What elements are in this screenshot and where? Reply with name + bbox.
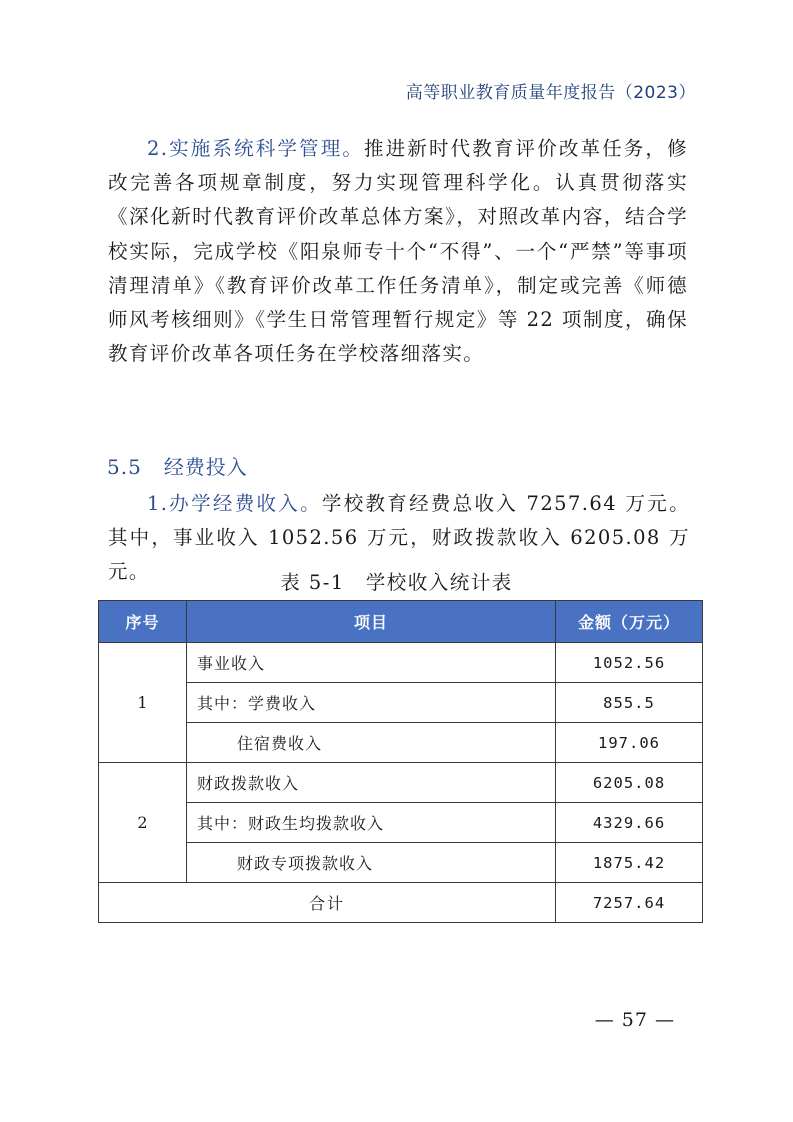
row-item: 其中：财政生均拨款收入 — [187, 803, 556, 843]
row-amount: 1875.42 — [556, 843, 703, 883]
row-item: 其中：学费收入 — [187, 683, 556, 723]
section-number: 5.5 — [107, 455, 142, 479]
table-row — [99, 843, 703, 883]
row-item: 住宿费收入 — [187, 723, 556, 763]
running-header: 高等职业教育质量年度报告（2023） — [405, 83, 696, 103]
table-total-row — [99, 883, 703, 923]
header-item: 项目 — [187, 601, 556, 643]
management-lead: 2.实施系统科学管理。 — [147, 137, 364, 160]
row-amount: 4329.66 — [556, 803, 703, 843]
total-label: 合计 — [99, 883, 556, 923]
row-item: 财政专项拨款收入 — [187, 843, 556, 883]
management-body: 推进新时代教育评价改革任务，修改完善各项规章制度，努力实现管理科学化。认真贯彻落实《深化新时代教育评价改革总体方案》，对照改革内容，结合学校实际，完成学校《阳泉师专十个“不得”、一个“严禁”等事项清理清单》《教育评价改革工作任务清单》，制定或完善《师德师风考核细则》《学生日常管理暂行规定》等 22 项制度，确保教育评价改革各项任务在学校落细落实。 — [108, 137, 688, 366]
table-header-row — [99, 601, 703, 643]
page-number: — 57 — — [594, 1009, 675, 1031]
management-paragraph — [108, 132, 688, 371]
row-item: 事业收入 — [187, 643, 556, 683]
section-title: 经费投入 — [163, 455, 248, 479]
row-amount: 6205.08 — [556, 763, 703, 803]
table-row — [99, 643, 703, 683]
table-row — [99, 723, 703, 763]
funding-lead: 1.办学经费收入。 — [147, 492, 322, 515]
table-row — [99, 763, 703, 803]
header-amount: 金额（万元） — [556, 601, 703, 643]
row-amount: 197.06 — [556, 723, 703, 763]
management-section — [108, 132, 688, 371]
row-amount: 855.5 — [556, 683, 703, 723]
income-table — [98, 600, 703, 923]
table-row — [99, 683, 703, 723]
header-no: 序号 — [99, 601, 187, 643]
funding-body: 学校教育经费总收入 7257.64 万元。其中，事业收入 1052.56 万元，财政拨款收入 6205.08 万元。 — [108, 492, 690, 584]
row-amount: 1052.56 — [556, 643, 703, 683]
total-amount: 7257.64 — [556, 883, 703, 923]
section-heading — [107, 451, 248, 480]
row-item: 财政拨款收入 — [187, 763, 556, 803]
table-row — [99, 803, 703, 843]
table-caption: 表 5-1 学校收入统计表 — [280, 571, 513, 594]
row-number: 2 — [99, 763, 187, 883]
row-number: 1 — [99, 643, 187, 763]
